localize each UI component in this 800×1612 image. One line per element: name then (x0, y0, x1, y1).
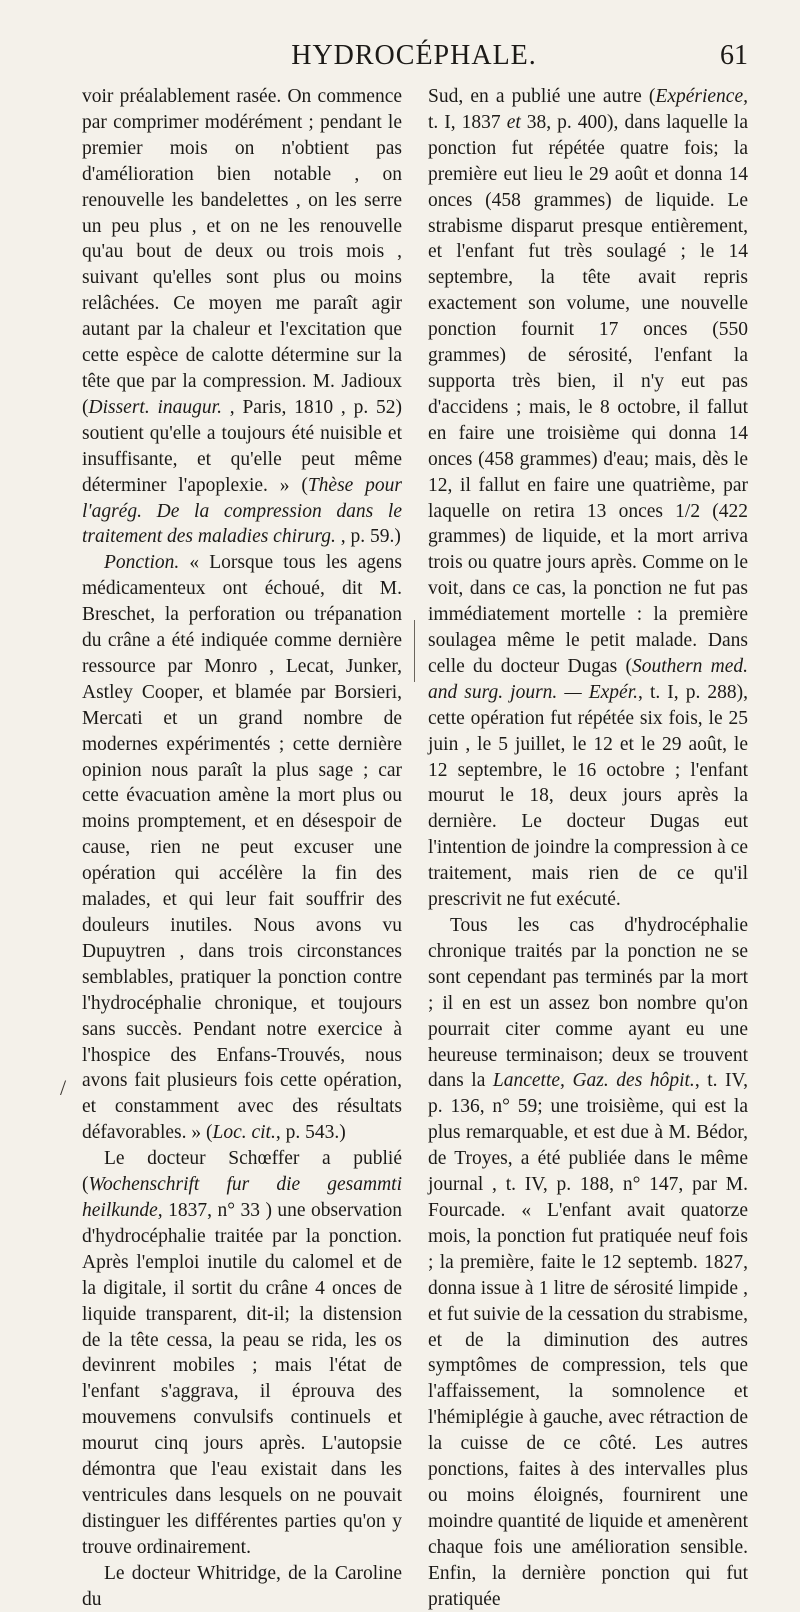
paragraph (82, 84, 402, 550)
paragraph: Le docteur Whitridge, de la Caroline du (82, 1562, 402, 1610)
citation: Loc. cit. (212, 1122, 276, 1144)
text: Tous les cas d'hydrocéphalie chronique traités par la ponction ne se sont cependant pas terminés par la mort ; il en est un assez bon nombre qu'on pourrait citer comme ayant eu une heureuse terminaison; deux se trouvent dans la (428, 915, 748, 1092)
running-title: HYDROCÉPHALE. (291, 40, 537, 71)
text: Le docteur Schœffer a publié ( (82, 1148, 402, 1196)
text: , t. IV, p. 136, n° 59; une troisième, qui est la plus remarquable, et est due à M. Bédor, de Troyes, a été publiée dans le même journal , t. IV, p. 188, n° 147, par M. Fourcade. « L'enfant avait quatorze mois, la ponction fut pratiquée neuf fois ; la première, faite le 12 septemb. 1827, donna issue à 1 litre de sérosité limpide , et fut suivie de la cessation du strabisme, et de la diminution des autres symptômes de compression, tels que l'affaissement, la somnolence et l'hémiplégie à gauche, avec rétraction de la cuisse de ce côté. Les autres ponctions, faites à des intervalles plus ou moins éloignés, fournirent une moindre quantité de liquide et amenèrent chaque fois une amélioration sensible. Enfin, la dernière ponction qui fut pratiquée (428, 1070, 749, 1610)
citation: Southern med. and surg. journ. — Expér. (428, 655, 748, 703)
margin-mark: / (60, 1075, 67, 1100)
text: 38, p. 400), dans laquelle la ponction fut répétée quatre fois; la première eut lieu le 29 août et donna 14 onces (458 grammes) de liquide. Le strabisme disparut presque entièrement, et l'enfant fut très soulagé ; le 14 septembre, la tête avait repris exactement son volume, une nouvelle ponction fournit 17 onces (550 grammes) de sérosité, l'enfant la supporta très bien, il n'y eut pas d'accidens ; mais, le 8 octobre, il fallut en faire une troisième qui donna 14 onces (458 grammes) d'eau; mais, dès le 12, il fallut en faire une quatrième, par laquelle on retira 13 onces 1/2 (422 grammes) de liquide, et la mort arriva trois ou quatre jours après. Comme on le voit, dans ce cas, la ponction ne fut pas immédiatement mortelle : la première soulagea même le petit malade. Dans celle du docteur Dugas ( (428, 111, 748, 677)
text: « Lorsque tous les agens médicamenteux ont échoué, dit M. Breschet, la perforation ou trépanation du crâne a été indiquée comme dernière ressource par Monro , Lecat, Junker, Astley Cooper, et blamée par Borsieri, Mercati et un grand nombre de modernes expérimentés ; cette dernière opinion nous paraît la plus sage ; car cette évacuation amène la mort plus ou moins promptement, et en désespoir de cause, rien ne peut excuser une opération qui accélère la fin des malades, et qui leur fait souffrir des douleurs inutiles. Nous avons vu Dupuytren , dans trois circonstances semblables, pratiquer la ponction contre l'hydrocéphalie chronique, et toujours sans succès. Pendant notre exercice à l'hospice des Enfans-Trouvés, nous avons fait plusieurs fois cette opération, et constamment avec des résultats défavorables. » ( (82, 552, 402, 1144)
citation: Expérience, (655, 86, 748, 107)
page-number: 61 (720, 40, 748, 71)
running-head (80, 40, 748, 80)
text: 1837, n° 33 ) une observation d'hydrocéphalie traitée par la ponction. Après l'emploi inutile du calomel et de la digitale, il sortit du crâne 4 onces de liquide transparent, dit-il; la distension de la tête cessa, la peau se rida, les os devinrent mobiles ; mais l'état de l'enfant s'aggrava, il éprouva des mouvemens convulsifs continuels et mourut cinq jours après. L'autopsie démontra que l'eau existait dans les ventricules dans lesquels on ne pouvait distinguer les différentes parties qu'on y trouve ordinairement. (82, 1199, 402, 1558)
text: Sud, en a publié une autre ( (428, 86, 656, 107)
citation: Thèse pour l'agrég. De la compression dans le traitement des maladies chirurg. (82, 474, 402, 548)
citation: Dissert. inaugur. (88, 396, 222, 418)
right-column (428, 84, 748, 1612)
citation: Wochenschrift fur die gesammti heilkunde, (82, 1174, 402, 1221)
text: , Paris, 1810 , p. 52) soutient qu'elle a toujours été nuisible et insuffisante, et qu'elle peut même déterminer l'apoplexie. » ( (82, 396, 402, 496)
paragraph (82, 1146, 402, 1561)
text: t. I, 1837 (428, 111, 507, 133)
text: , p. 543.) (275, 1122, 346, 1144)
section-lead: Ponction. (104, 552, 180, 574)
left-column (82, 84, 402, 1612)
text: , t. I, p. 288), cette opération fut répétée six fois, le 25 juin , le 5 juillet, le 12 et le 29 août, le 12 septembre, le 16 octobre ; l'enfant mourut le 18, deux jours après la dernière. Le docteur Dugas eut l'intention de joindre la compression à ce traitement, mais rien de ce qu'il prescrivit ne fut exécuté. (428, 681, 749, 911)
text: , p. 59.) (335, 526, 401, 548)
column-rule (414, 620, 415, 682)
text: voir préalablement rasée. On commence par comprimer modérément ; pendant le premier mois on n'obtient pas d'amélioration bien notable , on renouvelle les bandelettes , on les serre un peu plus , et on ne les renouvelle qu'au bout de deux ou trois mois , suivant qu'elles sont plus ou moins relâchées. Ce moyen me paraît agir autant par la chaleur et l'excitation que cette espèce de calotte détermine sur la tête que par la compression. M. Jadioux ( (82, 86, 402, 418)
citation: Lancette, Gaz. des hôpit. (492, 1070, 695, 1092)
paragraph (428, 84, 748, 913)
paragraph (82, 550, 402, 1146)
citation: et (506, 111, 521, 133)
paragraph (428, 913, 748, 1612)
